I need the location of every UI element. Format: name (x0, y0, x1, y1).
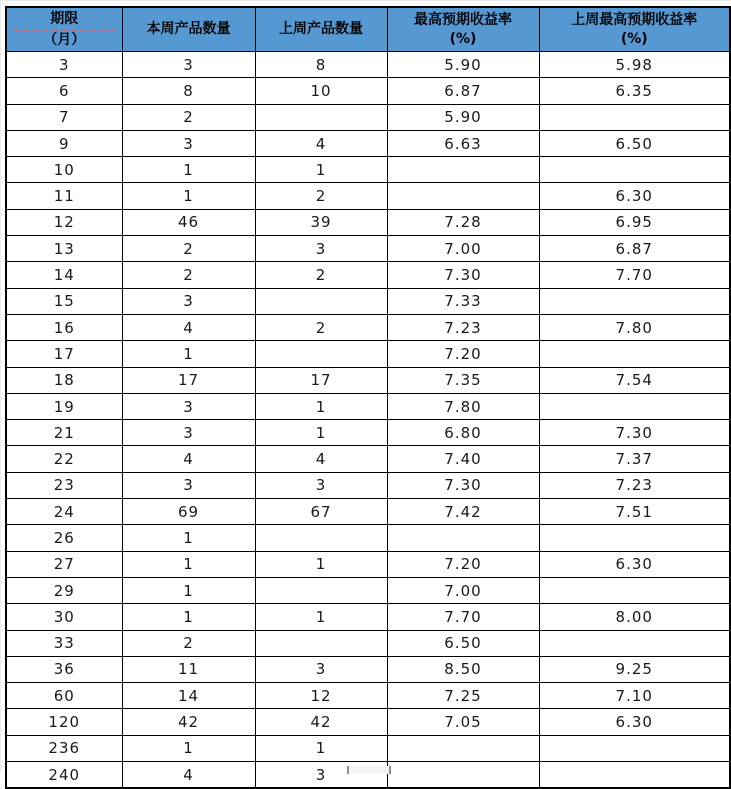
table-cell: 8.00 (539, 604, 730, 630)
table-row (6, 183, 730, 209)
table-row (6, 735, 730, 761)
table-cell (255, 525, 387, 551)
table-cell (539, 735, 730, 761)
table-cell: 26 (6, 525, 122, 551)
col-header-last-week-max-yield-unit: (%) (620, 30, 648, 47)
table-cell: 36 (6, 656, 122, 682)
table-cell: 30 (6, 604, 122, 630)
table-cell: 6.63 (387, 130, 539, 156)
table-cell: 7.10 (539, 683, 730, 709)
table-cell (255, 341, 387, 367)
table-row (6, 630, 730, 656)
table-cell: 8 (255, 52, 387, 78)
table-row (6, 420, 730, 446)
table-cell: 1 (122, 157, 255, 183)
table-cell: 9.25 (539, 656, 730, 682)
table-row (6, 604, 730, 630)
table-cell (539, 393, 730, 419)
table-cell: 15 (6, 288, 122, 314)
table-row (6, 367, 730, 393)
table-cell: 17 (122, 367, 255, 393)
table-cell: 7.20 (387, 341, 539, 367)
table-cell: 8 (122, 78, 255, 104)
table-cell (387, 735, 539, 761)
table-cell: 12 (6, 209, 122, 235)
table-cell: 7.28 (387, 209, 539, 235)
table-cell: 6.50 (387, 630, 539, 656)
table-cell: 1 (255, 551, 387, 577)
table-cell (387, 157, 539, 183)
table-cell: 10 (255, 78, 387, 104)
table-cell: 19 (6, 393, 122, 419)
table-cell (539, 341, 730, 367)
table-row (6, 393, 730, 419)
table-cell (539, 630, 730, 656)
table-cell: 3 (255, 762, 387, 789)
table-row (6, 683, 730, 709)
table-cell: 6.95 (539, 209, 730, 235)
table-cell: 23 (6, 472, 122, 498)
table-cell (387, 183, 539, 209)
table-cell: 3 (255, 236, 387, 262)
table-cell: 7.37 (539, 446, 730, 472)
table-cell: 5.90 (387, 52, 539, 78)
table-cell: 2 (122, 262, 255, 288)
table-cell: 4 (122, 446, 255, 472)
table-row (6, 656, 730, 682)
table-cell: 4 (255, 446, 387, 472)
table-cell: 7.30 (387, 472, 539, 498)
col-header-last-week-max-yield-line1: 上周最高预期收益率 (571, 12, 698, 29)
table-cell: 6.30 (539, 183, 730, 209)
table-row (6, 262, 730, 288)
table-cell: 7.80 (539, 314, 730, 340)
table-row (6, 525, 730, 551)
table-cell: 7.23 (539, 472, 730, 498)
table-cell: 7.33 (387, 288, 539, 314)
table-cell: 14 (122, 683, 255, 709)
table-row (6, 130, 730, 156)
table-cell: 1 (122, 577, 255, 603)
table-cell: 67 (255, 499, 387, 525)
col-header-last-week-max-yield (539, 7, 730, 52)
table-row (6, 709, 730, 735)
col-header-last-week-count: 上周产品数量 (255, 7, 387, 52)
table-cell: 12 (255, 683, 387, 709)
table-cell: 7.70 (387, 604, 539, 630)
table-row (6, 209, 730, 235)
table-cell: 7.51 (539, 499, 730, 525)
table-cell: 1 (255, 157, 387, 183)
table-row (6, 577, 730, 603)
table-cell: 3 (6, 52, 122, 78)
table-cell: 7.70 (539, 262, 730, 288)
scroll-handle (347, 766, 391, 774)
table-cell: 120 (6, 709, 122, 735)
table-cell: 7 (6, 104, 122, 130)
table-row (6, 104, 730, 130)
table-cell: 2 (122, 236, 255, 262)
table-cell: 39 (255, 209, 387, 235)
table-cell: 13 (6, 236, 122, 262)
table-cell (539, 288, 730, 314)
table-cell: 7.20 (387, 551, 539, 577)
table-cell: 2 (122, 104, 255, 130)
header-row (6, 7, 730, 52)
table-cell: 7.30 (387, 262, 539, 288)
table-cell: 1 (255, 604, 387, 630)
table-cell: 7.30 (539, 420, 730, 446)
table-cell: 6.35 (539, 78, 730, 104)
table-cell (255, 104, 387, 130)
table-cell: 7.23 (387, 314, 539, 340)
table-cell (539, 762, 730, 789)
table-cell: 6.30 (539, 709, 730, 735)
table-cell: 4 (122, 762, 255, 789)
table-cell: 1 (255, 735, 387, 761)
table-cell: 7.05 (387, 709, 539, 735)
table-cell: 33 (6, 630, 122, 656)
col-header-max-yield-unit: (%) (449, 30, 477, 47)
table-cell: 22 (6, 446, 122, 472)
table-cell: 3 (122, 288, 255, 314)
table-cell: 1 (255, 420, 387, 446)
table-cell: 7.40 (387, 446, 539, 472)
table-cell (387, 762, 539, 789)
table-cell: 2 (255, 183, 387, 209)
table-cell: 2 (122, 630, 255, 656)
table-cell: 240 (6, 762, 122, 789)
table-cell: 7.35 (387, 367, 539, 393)
table-cell: 2 (255, 262, 387, 288)
table-cell (539, 104, 730, 130)
table-cell: 17 (6, 341, 122, 367)
table-row (6, 288, 730, 314)
table-cell: 3 (122, 420, 255, 446)
table-cell (539, 577, 730, 603)
table-cell: 1 (122, 183, 255, 209)
col-header-this-week-count: 本周产品数量 (122, 7, 255, 52)
table-cell: 6 (6, 78, 122, 104)
table-cell: 17 (255, 367, 387, 393)
table-cell: 42 (255, 709, 387, 735)
table-cell: 5.98 (539, 52, 730, 78)
table-cell: 7.80 (387, 393, 539, 419)
table-cell (539, 525, 730, 551)
table-row (6, 341, 730, 367)
table-row (6, 157, 730, 183)
table-cell: 3 (122, 130, 255, 156)
table-cell: 6.87 (539, 236, 730, 262)
table-cell: 2 (255, 314, 387, 340)
table-cell: 11 (122, 656, 255, 682)
table-cell: 1 (255, 393, 387, 419)
table-cell (255, 288, 387, 314)
table-cell: 14 (6, 262, 122, 288)
table-cell: 9 (6, 130, 122, 156)
table-row (6, 52, 730, 78)
table-cell: 16 (6, 314, 122, 340)
table-cell: 29 (6, 577, 122, 603)
table-cell (255, 577, 387, 603)
table-cell: 236 (6, 735, 122, 761)
col-header-term-line1: 期限 (50, 10, 79, 27)
table-cell: 11 (6, 183, 122, 209)
table-cell: 7.54 (539, 367, 730, 393)
table-cell: 42 (122, 709, 255, 735)
table-row (6, 499, 730, 525)
table-cell: 6.80 (387, 420, 539, 446)
table-cell: 60 (6, 683, 122, 709)
table-cell: 21 (6, 420, 122, 446)
table-body (6, 52, 730, 789)
table-cell: 3 (122, 393, 255, 419)
table-row (6, 472, 730, 498)
table-cell: 7.42 (387, 499, 539, 525)
table-cell: 4 (255, 130, 387, 156)
table-cell: 7.25 (387, 683, 539, 709)
table-cell (387, 525, 539, 551)
table-cell (539, 157, 730, 183)
table-cell: 27 (6, 551, 122, 577)
table-cell: 1 (122, 551, 255, 577)
table-cell: 1 (122, 735, 255, 761)
table-row (6, 446, 730, 472)
table-cell: 46 (122, 209, 255, 235)
table-cell: 1 (122, 525, 255, 551)
table-cell: 69 (122, 499, 255, 525)
table-cell: 7.00 (387, 577, 539, 603)
table-row (6, 314, 730, 340)
table-row (6, 236, 730, 262)
table-cell: 3 (122, 52, 255, 78)
col-header-term (6, 7, 122, 52)
table-cell: 7.00 (387, 236, 539, 262)
col-header-term-line2: （月） (43, 32, 86, 48)
table-cell: 3 (255, 472, 387, 498)
table-cell: 6.50 (539, 130, 730, 156)
table-cell: 3 (122, 472, 255, 498)
table-cell: 3 (255, 656, 387, 682)
table-cell: 18 (6, 367, 122, 393)
table-cell: 6.30 (539, 551, 730, 577)
table-cell: 24 (6, 499, 122, 525)
yield-table (5, 6, 731, 789)
table-cell (255, 630, 387, 656)
col-header-max-yield (387, 7, 539, 52)
table-cell: 4 (122, 314, 255, 340)
table-cell: 6.87 (387, 78, 539, 104)
table-cell: 10 (6, 157, 122, 183)
table-cell: 8.50 (387, 656, 539, 682)
table-row (6, 551, 730, 577)
table-cell: 1 (122, 341, 255, 367)
table-cell: 5.90 (387, 104, 539, 130)
col-header-max-yield-line1: 最高预期收益率 (414, 12, 512, 29)
table-row (6, 78, 730, 104)
table-cell: 1 (122, 604, 255, 630)
